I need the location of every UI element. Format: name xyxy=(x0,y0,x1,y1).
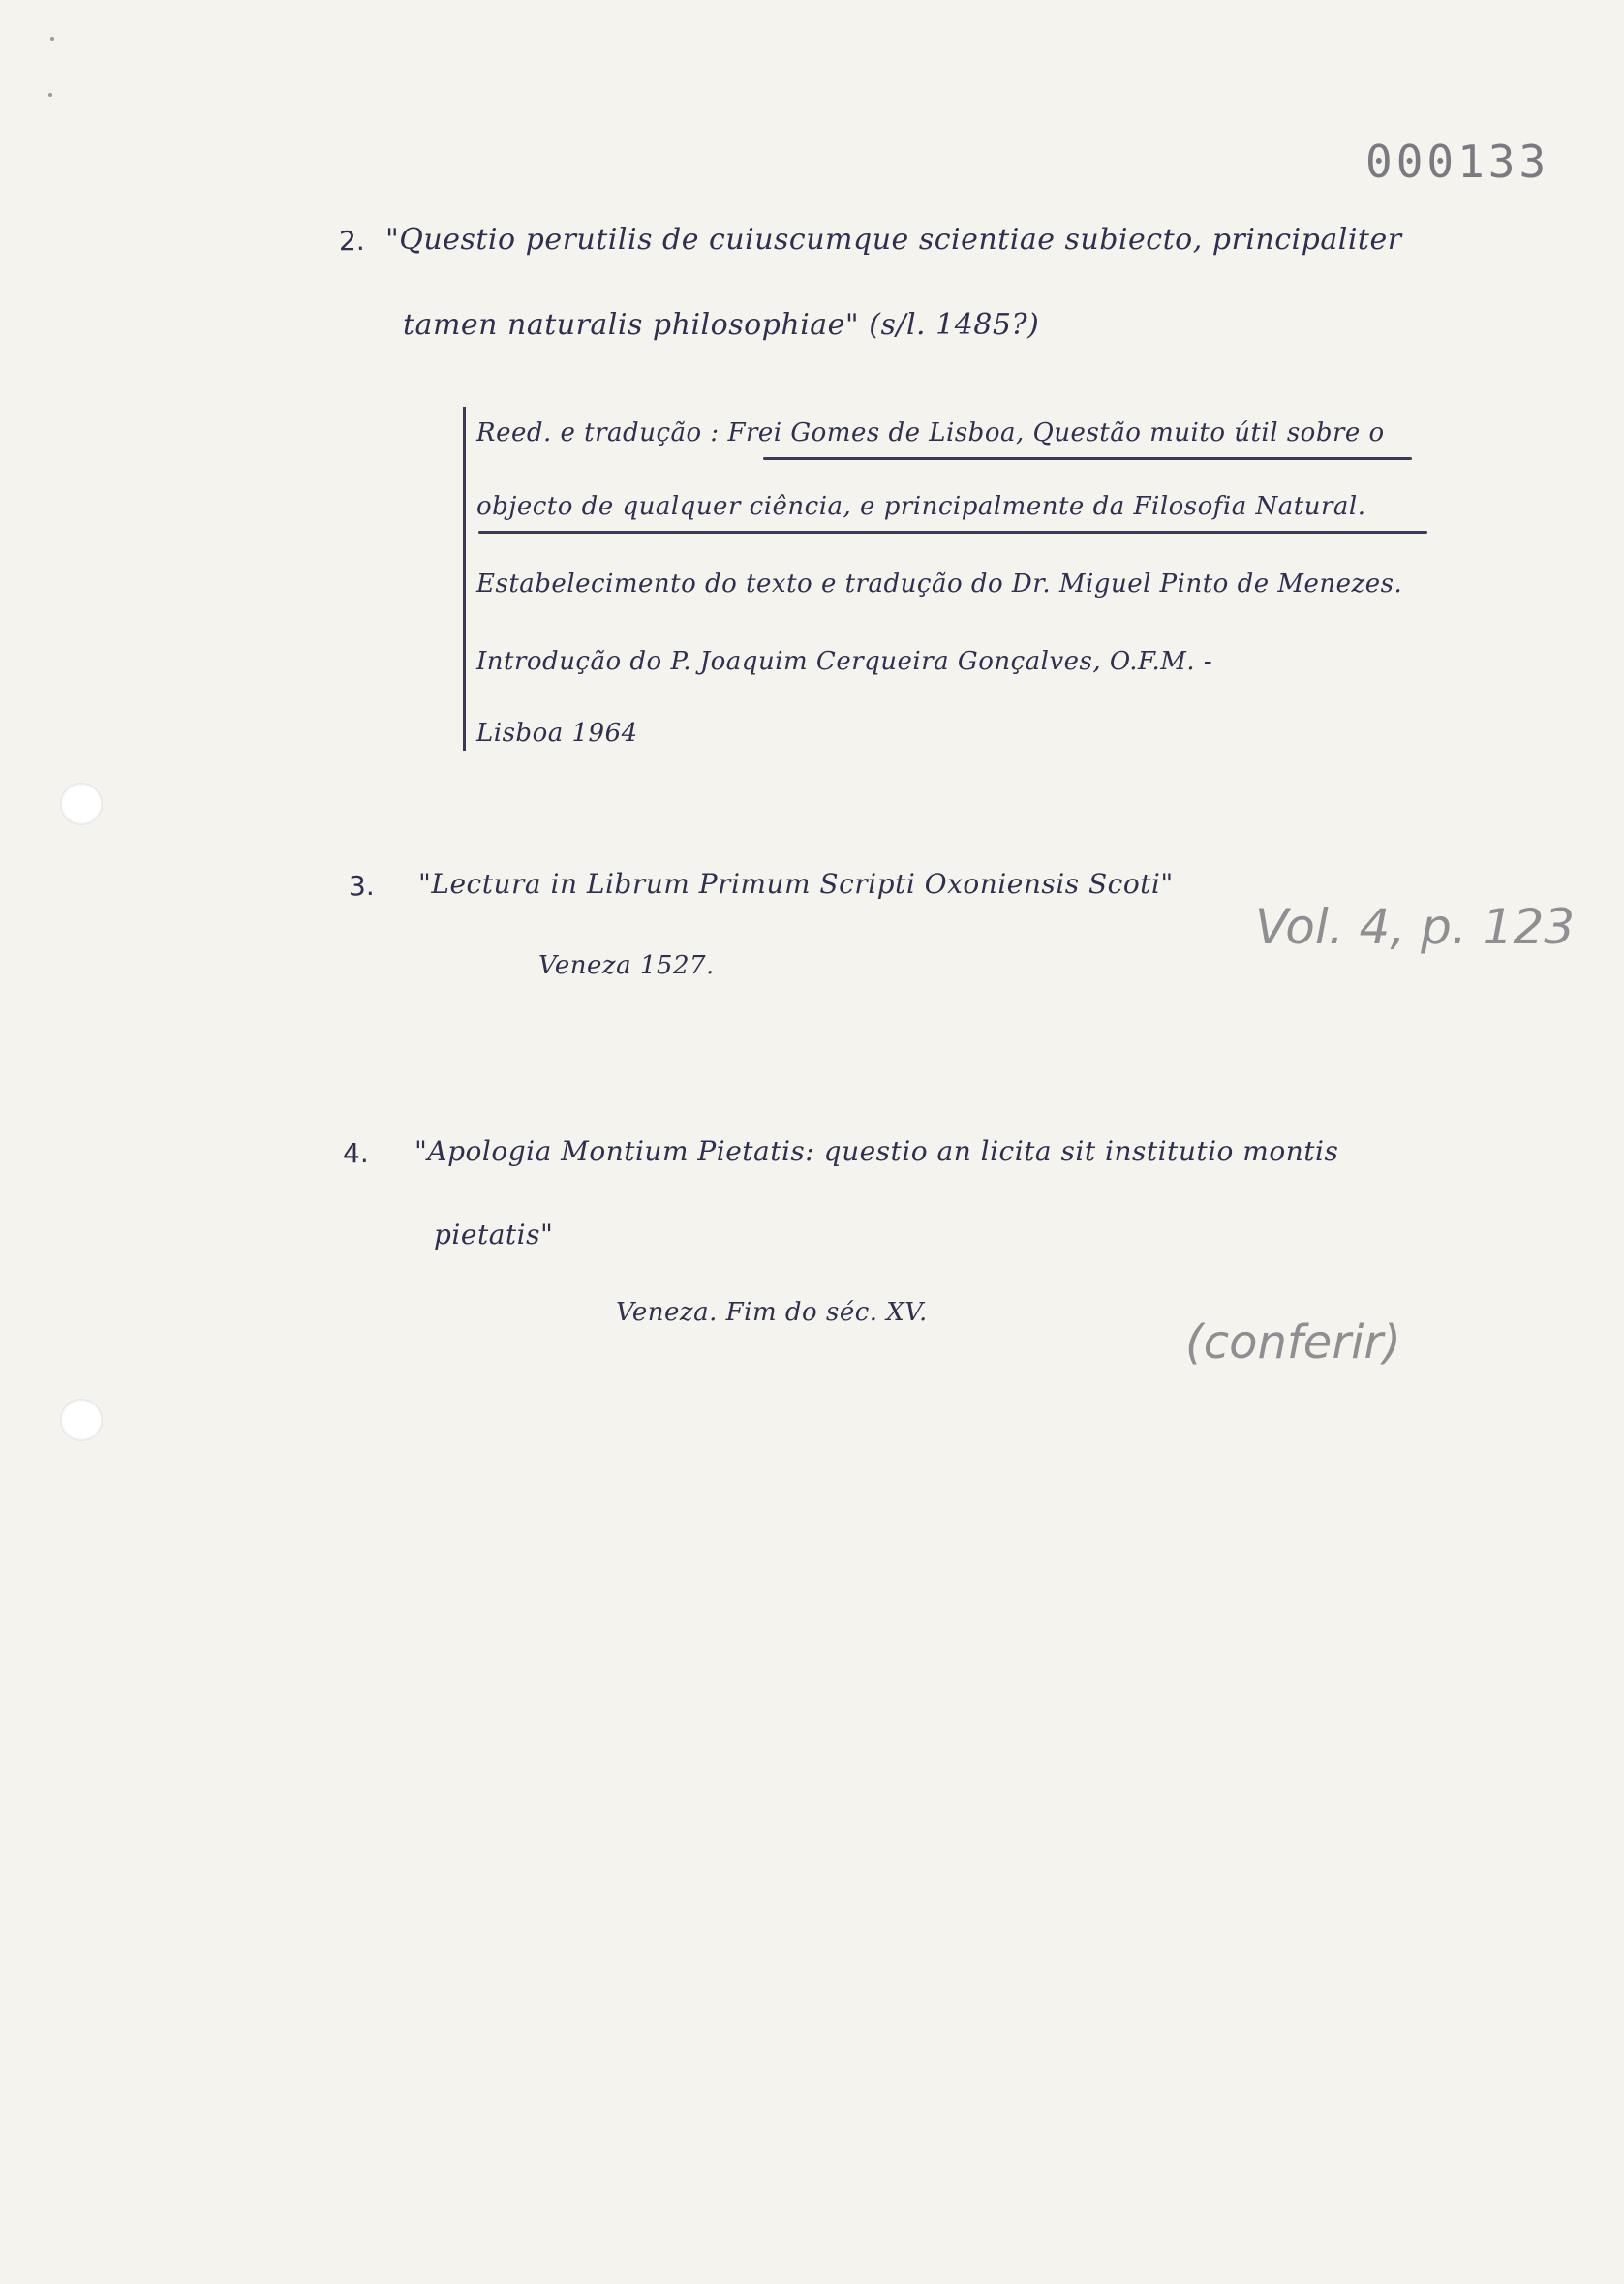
punch-hole-top xyxy=(60,783,103,825)
entry-title-line: "Lectura in Librum Primum Scripti Oxoniensis Scoti" xyxy=(418,868,1174,900)
note-line: Estabelecimento do texto e tradução do Dr. Miguel Pinto de Menezes. xyxy=(476,570,1403,599)
title-underline xyxy=(763,457,1412,460)
pencil-check-note: (conferir) xyxy=(1185,1315,1401,1370)
archive-stamp-number: 000133 xyxy=(1365,136,1550,188)
entry-number: 4. xyxy=(343,1137,369,1169)
title-underline xyxy=(478,531,1427,534)
note-bracket xyxy=(463,407,466,751)
note-line: Lisboa 1964 xyxy=(476,719,638,748)
entry-title-line: "Apologia Montium Pietatis: questio an licita sit institutio montis xyxy=(414,1135,1339,1167)
entry-title-line: "Questio perutilis de cuiuscumque scientiae subiecto, principaliter xyxy=(385,223,1402,257)
entry-title-line: tamen naturalis philosophiae" (s/l. 1485?) xyxy=(403,308,1040,342)
note-line: Reed. e tradução : Frei Gomes de Lisboa, Questão muito útil sobre o xyxy=(476,418,1385,448)
note-line: Introdução do P. Joaquim Cerqueira Gonçalves, O.F.M. - xyxy=(476,647,1213,676)
place-date: Veneza 1527. xyxy=(538,951,715,980)
punch-hole-bottom xyxy=(60,1399,103,1441)
entry-number: 3. xyxy=(349,870,375,902)
entry-number: 2. xyxy=(339,225,365,257)
margin-mark xyxy=(50,37,54,41)
entry-title-line: pietatis" xyxy=(434,1219,554,1250)
margin-mark xyxy=(48,93,52,97)
note-line: objecto de qualquer ciência, e principalmente da Filosofia Natural. xyxy=(476,492,1366,521)
pencil-reference-note: Vol. 4, p. 123 xyxy=(1255,899,1576,955)
place-date: Veneza. Fim do séc. XV. xyxy=(616,1298,928,1327)
